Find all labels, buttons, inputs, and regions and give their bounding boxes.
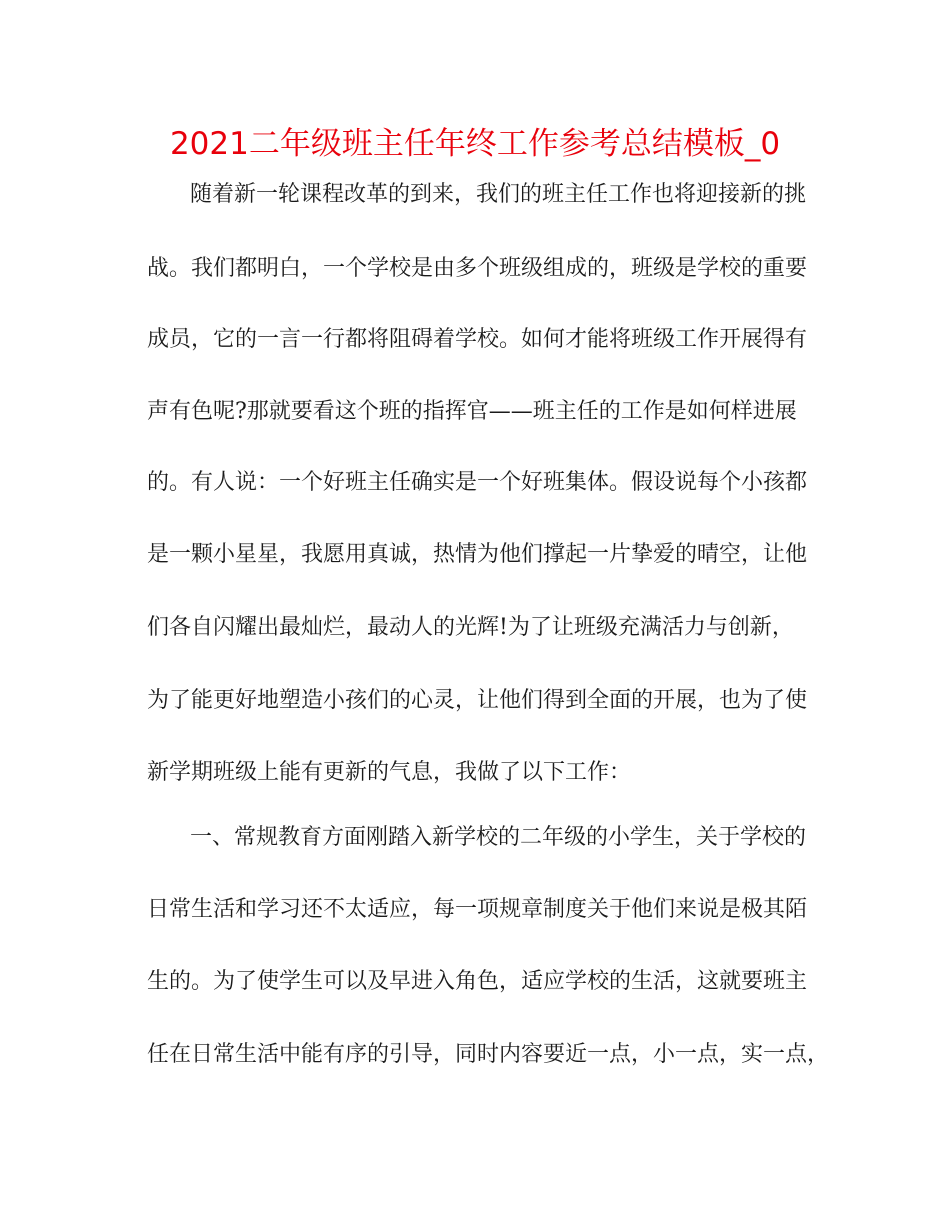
paragraph-line-9: 新学期班级上能有更新的气息，我做了以下工作： (147, 760, 632, 785)
paragraph-line-10: 一、常规教育方面刚踏入新学校的二年级的小学生，关于学校的 (190, 825, 807, 850)
paragraph-line-1: 随着新一轮课程改革的到来，我们的班主任工作也将迎接新的挑 (190, 182, 807, 207)
document-title: 2021二年级班主任年终工作参考总结模板_0 (169, 126, 781, 162)
paragraph-line-6: 是一颗小星星，我愿用真诚，热情为他们撑起一片挚爱的晴空，让他 (147, 542, 808, 567)
paragraph-line-7: 们各自闪耀出最灿烂，最动人的光辉!为了让班级充满活力与创新， (147, 615, 794, 640)
paragraph-line-8: 为了能更好地塑造小孩们的心灵，让他们得到全面的开展，也为了使 (147, 688, 808, 713)
paragraph-line-13: 任在日常生活中能有序的引导，同时内容要近一点，小一点，实一点， (147, 1042, 830, 1067)
paragraph-line-3: 成员，它的一言一行都将阻碍着学校。如何才能将班级工作开展得有 (147, 327, 808, 352)
paragraph-line-2: 战。我们都明白，一个学校是由多个班级组成的，班级是学校的重要 (147, 256, 808, 281)
paragraph-line-11: 日常生活和学习还不太适应，每一项规章制度关于他们来说是极其陌 (147, 897, 808, 922)
paragraph-line-4: 声有色呢?那就要看这个班的指挥官——班主任的工作是如何样进展 (147, 399, 797, 424)
paragraph-line-12: 生的。为了使学生可以及早进入角色，适应学校的生活，这就要班主 (147, 969, 808, 994)
paragraph-line-5: 的。有人说：一个好班主任确实是一个好班集体。假设说每个小孩都 (147, 470, 808, 495)
